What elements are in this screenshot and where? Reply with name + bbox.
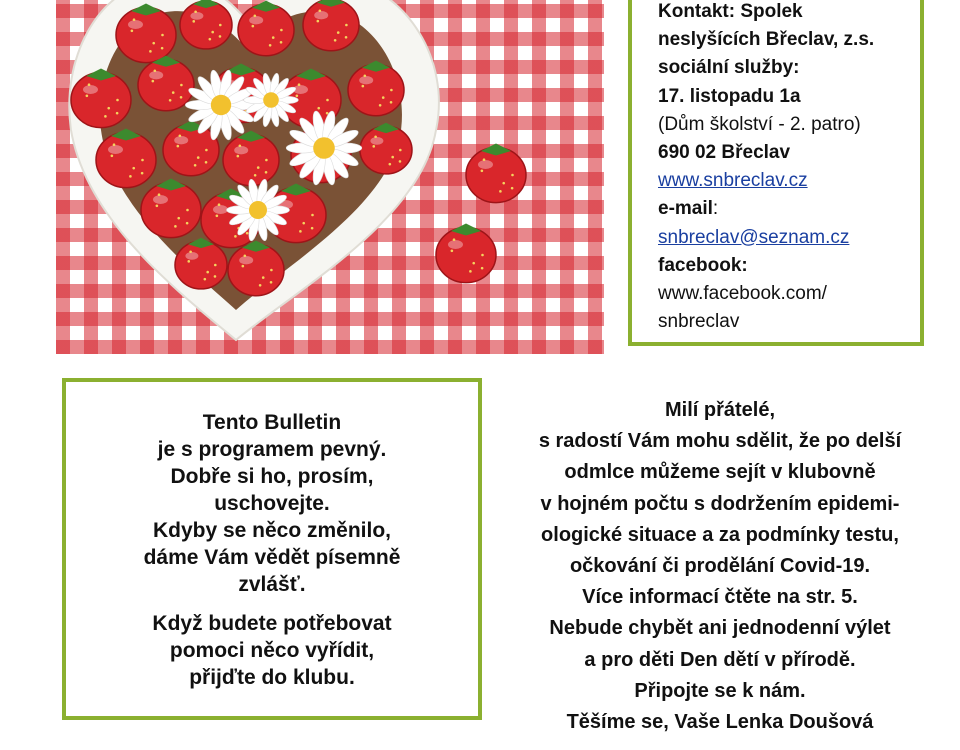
contact-line-6: 690 02 Břeclav bbox=[658, 142, 791, 164]
letter-line: v hojném počtu s dodržením epidemi- bbox=[540, 492, 900, 515]
email-label: e-mail bbox=[658, 198, 713, 220]
facebook-url-line-2: snbreclav bbox=[658, 311, 740, 333]
contact-line-4: 17. listopadu 1a bbox=[658, 85, 801, 107]
bulletin-line: Dobře si ho, prosím, bbox=[170, 465, 374, 488]
bulletin-line: uschovejte. bbox=[214, 492, 330, 515]
bulletin-line: Tento Bulletin bbox=[202, 411, 342, 434]
letter-line: Více informací čtěte na str. 5. bbox=[582, 586, 858, 609]
facebook-url-line-1: www.facebook.com/ bbox=[658, 283, 827, 305]
letter-greeting: Milí přátelé, bbox=[664, 399, 776, 421]
bulletin-line: Kdyby se něco změnilo, bbox=[152, 519, 392, 542]
letter-signature: Těšíme se, Vaše Lenka Doušová bbox=[566, 711, 874, 734]
bulletin-line: je s programem pevný. bbox=[157, 438, 387, 461]
letter-line: Připojte se k nám. bbox=[634, 679, 806, 702]
letter-line: s radostí Vám mohu sdělit, že po delší bbox=[538, 430, 902, 453]
bulletin-notice-box bbox=[62, 378, 482, 720]
letter-line: Nebude chybět ani jednodenní výlet bbox=[549, 617, 891, 640]
strawberry-heart-photo bbox=[56, 0, 604, 354]
loose-strawberries-group bbox=[436, 144, 526, 283]
bulletin-line: přijďte do klubu. bbox=[189, 666, 355, 689]
bulletin-line: pomoci něco vyřídit, bbox=[169, 639, 375, 662]
strawberry bbox=[436, 224, 496, 283]
strawberry-heart-illustration bbox=[56, 0, 604, 354]
bulletin-line: Když budete potřebovat bbox=[152, 612, 392, 635]
bulletin-paragraph-1 bbox=[66, 409, 478, 598]
strawberry bbox=[466, 144, 526, 203]
welcome-letter bbox=[500, 395, 940, 738]
letter-line: odmlce můžeme sejít v klubovně bbox=[564, 461, 876, 484]
letter-line: ologické situace a za podmínky testu, bbox=[541, 523, 899, 546]
bulletin-paragraph-2 bbox=[66, 610, 478, 691]
email-colon: : bbox=[712, 198, 719, 220]
contact-line-5: (Dům školství - 2. patro) bbox=[658, 113, 861, 135]
contact-box bbox=[628, 0, 924, 346]
website-link[interactable]: www.snbreclav.cz bbox=[658, 170, 808, 192]
contact-line-3: sociální služby: bbox=[658, 57, 800, 79]
strawberry bbox=[303, 0, 359, 51]
email-link[interactable]: snbreclav@seznam.cz bbox=[658, 226, 850, 248]
contact-line-1: Kontakt: Spolek bbox=[658, 1, 803, 22]
letter-line: očkování či prodělání Covid-19. bbox=[569, 555, 871, 578]
facebook-label: facebook: bbox=[658, 254, 748, 276]
bulletin-line: zvlášť. bbox=[238, 573, 306, 596]
contact-line-2: neslyšících Břeclav, z.s. bbox=[658, 29, 875, 51]
bulletin-line: dáme Vám vědět písemně bbox=[143, 546, 401, 569]
letter-line: a pro děti Den dětí v přírodě. bbox=[584, 648, 856, 671]
strawberry bbox=[180, 0, 232, 49]
